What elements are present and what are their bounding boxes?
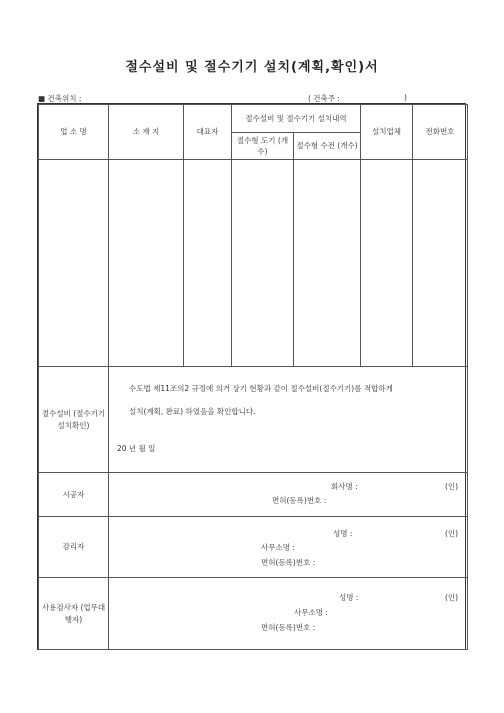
inspector-license: 면허(등록)번호 :: [261, 623, 316, 632]
certification-date: 20 년 월 일: [117, 444, 156, 453]
header-address: 소 재 지: [109, 105, 184, 160]
constructor-license: 면허(등록)번호 :: [272, 496, 327, 505]
constructor-body: [109, 473, 468, 517]
supervisor-name: 성명 :: [333, 529, 353, 538]
certification-line1: 수도법 제11조의2 규정에 의거 상기 현황과 같이 절수설비(절수기기)를 적합하게: [129, 384, 393, 393]
data-cell-company[interactable]: [39, 160, 109, 367]
constructor-seal: (인): [445, 482, 459, 491]
supervisor-seal: (인): [445, 529, 459, 538]
document-title: 절수설비 및 절수기기 설치(계획,확인)서: [125, 60, 379, 75]
certification-label: 절수설비 (절수기기 설치확인): [39, 367, 109, 473]
data-cell-faucet[interactable]: [232, 160, 294, 367]
constructor-company: 회사명 :: [331, 482, 358, 491]
header-faucet: 절수형 도기 (개수): [232, 133, 294, 160]
header-company: 업 소 명: [39, 105, 109, 160]
data-cell-address[interactable]: [109, 160, 184, 367]
certification-line2: 설치(계획, 완료) 하였음을 확인합니다.: [129, 407, 256, 416]
data-cell-representative[interactable]: [184, 160, 232, 367]
inspector-label: 사용검사자 (업무대행자): [39, 578, 109, 650]
header-phone: 전화번호: [413, 105, 468, 160]
site-label: ■ 건축위치 :: [38, 94, 82, 103]
supervisor-office: 사무소명 :: [261, 543, 295, 552]
data-cell-phone[interactable]: [413, 160, 468, 367]
supervisor-license: 면허(등록)번호 :: [261, 558, 316, 567]
inspector-body: [109, 578, 468, 650]
data-cell-installer[interactable]: [361, 160, 413, 367]
form-sheet: [37, 103, 466, 650]
form-table: [38, 104, 468, 650]
supervisor-label: 감리자: [39, 517, 109, 578]
inspector-seal: (인): [445, 593, 459, 602]
owner-close: ): [404, 93, 407, 102]
header-installer: 설치업체: [361, 105, 413, 160]
data-cell-valve[interactable]: [294, 160, 361, 367]
header-valve: 절수형 수전 (개수): [294, 133, 361, 160]
supervisor-body: [109, 517, 468, 578]
owner-label: ( 건축주 :: [308, 94, 340, 103]
constructor-label: 시공자: [39, 473, 109, 517]
inspector-office: 사무소명 :: [294, 608, 328, 617]
header-representative: 대표자: [184, 105, 232, 160]
inspector-name: 성명 :: [339, 593, 359, 602]
header-install-group: 절수설비 및 절수기기 설치내역: [232, 105, 361, 133]
certification-body: [109, 367, 468, 473]
